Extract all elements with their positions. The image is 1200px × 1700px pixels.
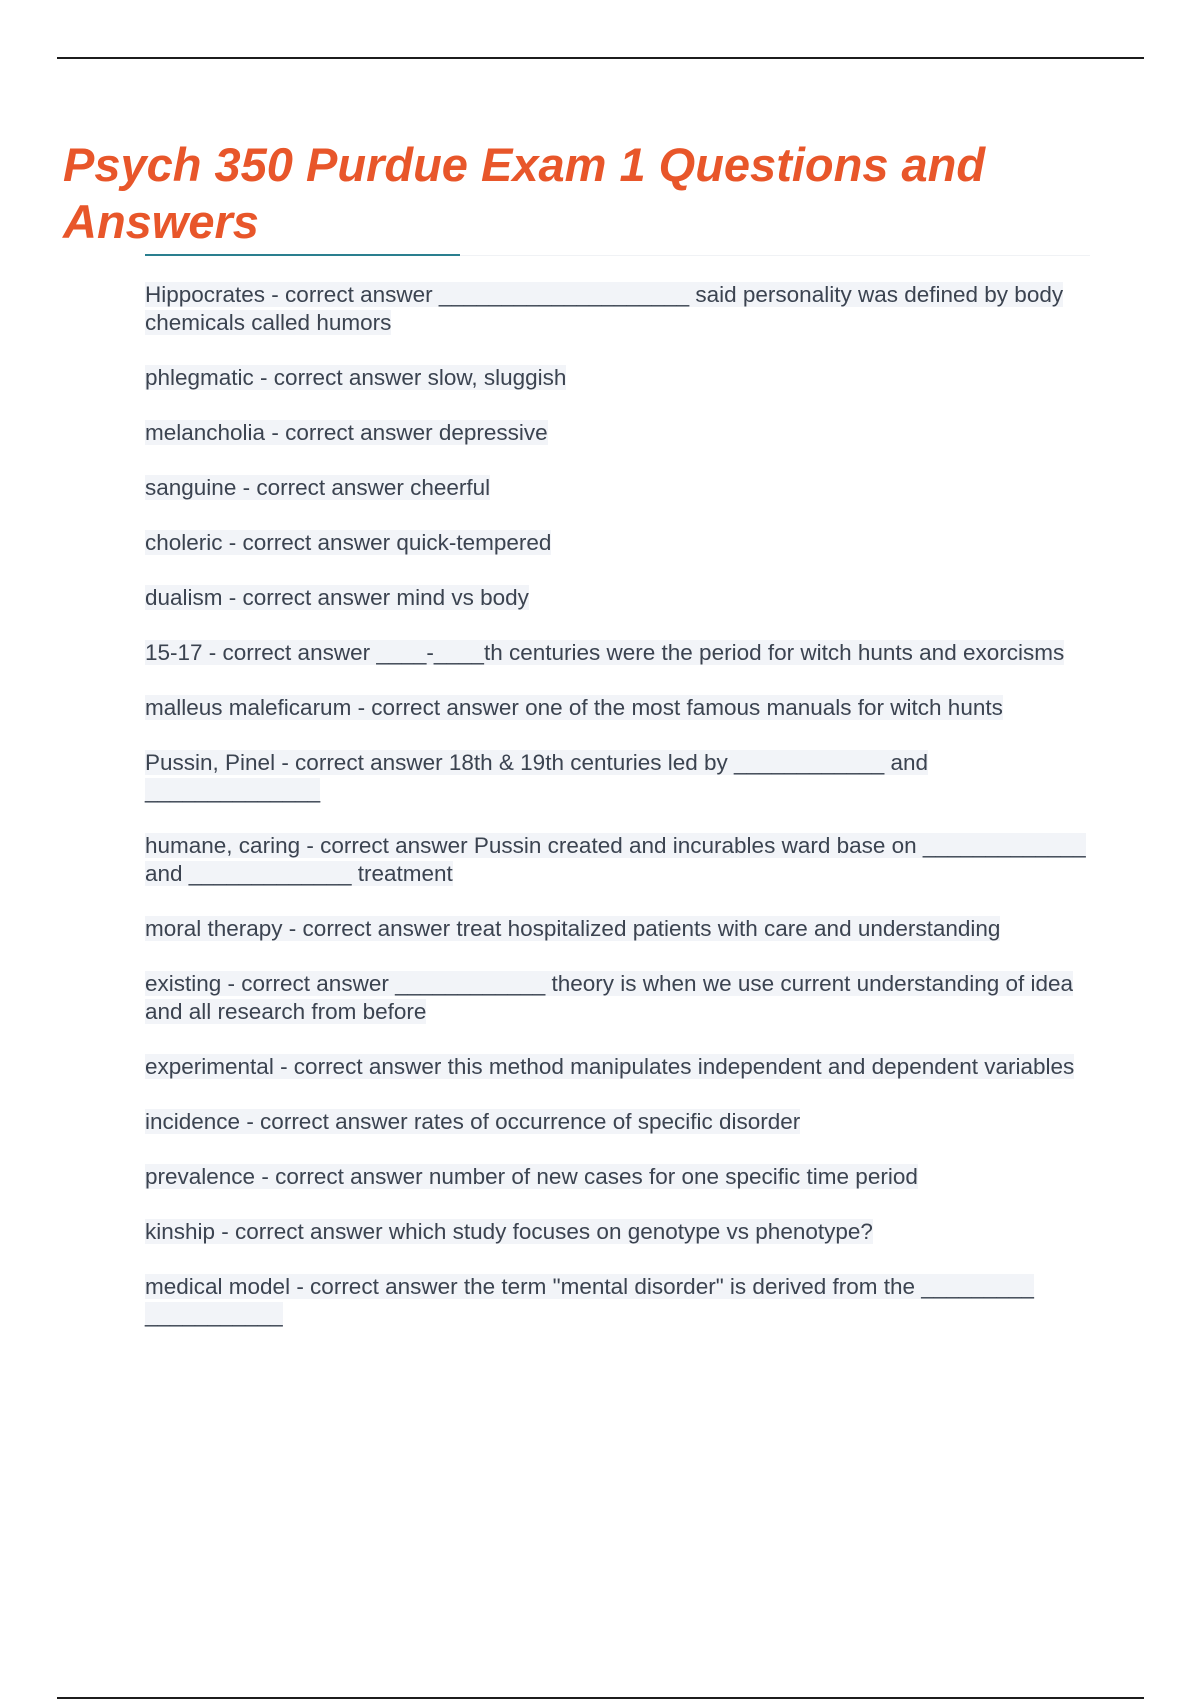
bottom-rule [57, 1697, 1144, 1699]
qa-item [145, 1163, 1095, 1191]
title-underline [145, 254, 460, 256]
qa-item [145, 364, 1095, 392]
qa-item [145, 584, 1095, 612]
qa-text: humane, caring - correct answer Pussin created and incurables ward base on _____________ and _____________ treatment [145, 833, 1086, 886]
qa-text: experimental - correct answer this method manipulates independent and dependent variables [145, 1054, 1075, 1079]
qa-item [145, 832, 1095, 888]
qa-text: incidence - correct answer rates of occurrence of specific disorder [145, 1109, 801, 1134]
qa-text: moral therapy - correct answer treat hospitalized patients with care and understanding [145, 916, 1001, 941]
qa-text: 15-17 - correct answer ____-____th centuries were the period for witch hunts and exorcisms [145, 640, 1065, 665]
qa-item [145, 1218, 1095, 1246]
qa-text: existing - correct answer ____________ theory is when we use current understanding of idea and all research from before [145, 971, 1074, 1024]
qa-text: malleus maleficarum - correct answer one of the most famous manuals for witch hunts [145, 695, 1003, 720]
qa-item [145, 529, 1095, 557]
qa-item [145, 419, 1095, 447]
qa-text: sanguine - correct answer cheerful [145, 475, 491, 500]
qa-text: Hippocrates - correct answer ____________________ said personality was defined by body chemicals called humors [145, 282, 1064, 335]
qa-item [145, 1273, 1095, 1329]
qa-text: Pussin, Pinel - correct answer 18th & 19th centuries led by ____________ and ______________ [145, 750, 928, 803]
qa-text: phlegmatic - correct answer slow, sluggish [145, 365, 567, 390]
qa-text: dualism - correct answer mind vs body [145, 585, 529, 610]
qa-item [145, 474, 1095, 502]
qa-item [145, 970, 1095, 1026]
qa-item [145, 1053, 1095, 1081]
qa-text: prevalence - correct answer number of new cases for one specific time period [145, 1164, 918, 1189]
qa-item [145, 749, 1095, 805]
page-title: Psych 350 Purdue Exam 1 Questions and Answers [63, 138, 986, 248]
title-underline-extension [460, 255, 1090, 256]
top-rule [57, 57, 1144, 59]
qa-text: melancholia - correct answer depressive [145, 420, 548, 445]
qa-item [145, 1108, 1095, 1136]
qa-text: kinship - correct answer which study focuses on genotype vs phenotype? [145, 1219, 873, 1244]
qa-text: medical model - correct answer the term "mental disorder" is derived from the _________ ___________ [145, 1274, 1034, 1327]
qa-list [145, 281, 1095, 1356]
qa-item [145, 281, 1095, 337]
qa-text: choleric - correct answer quick-tempered [145, 530, 552, 555]
qa-item [145, 639, 1095, 667]
qa-item [145, 915, 1095, 943]
qa-item [145, 694, 1095, 722]
